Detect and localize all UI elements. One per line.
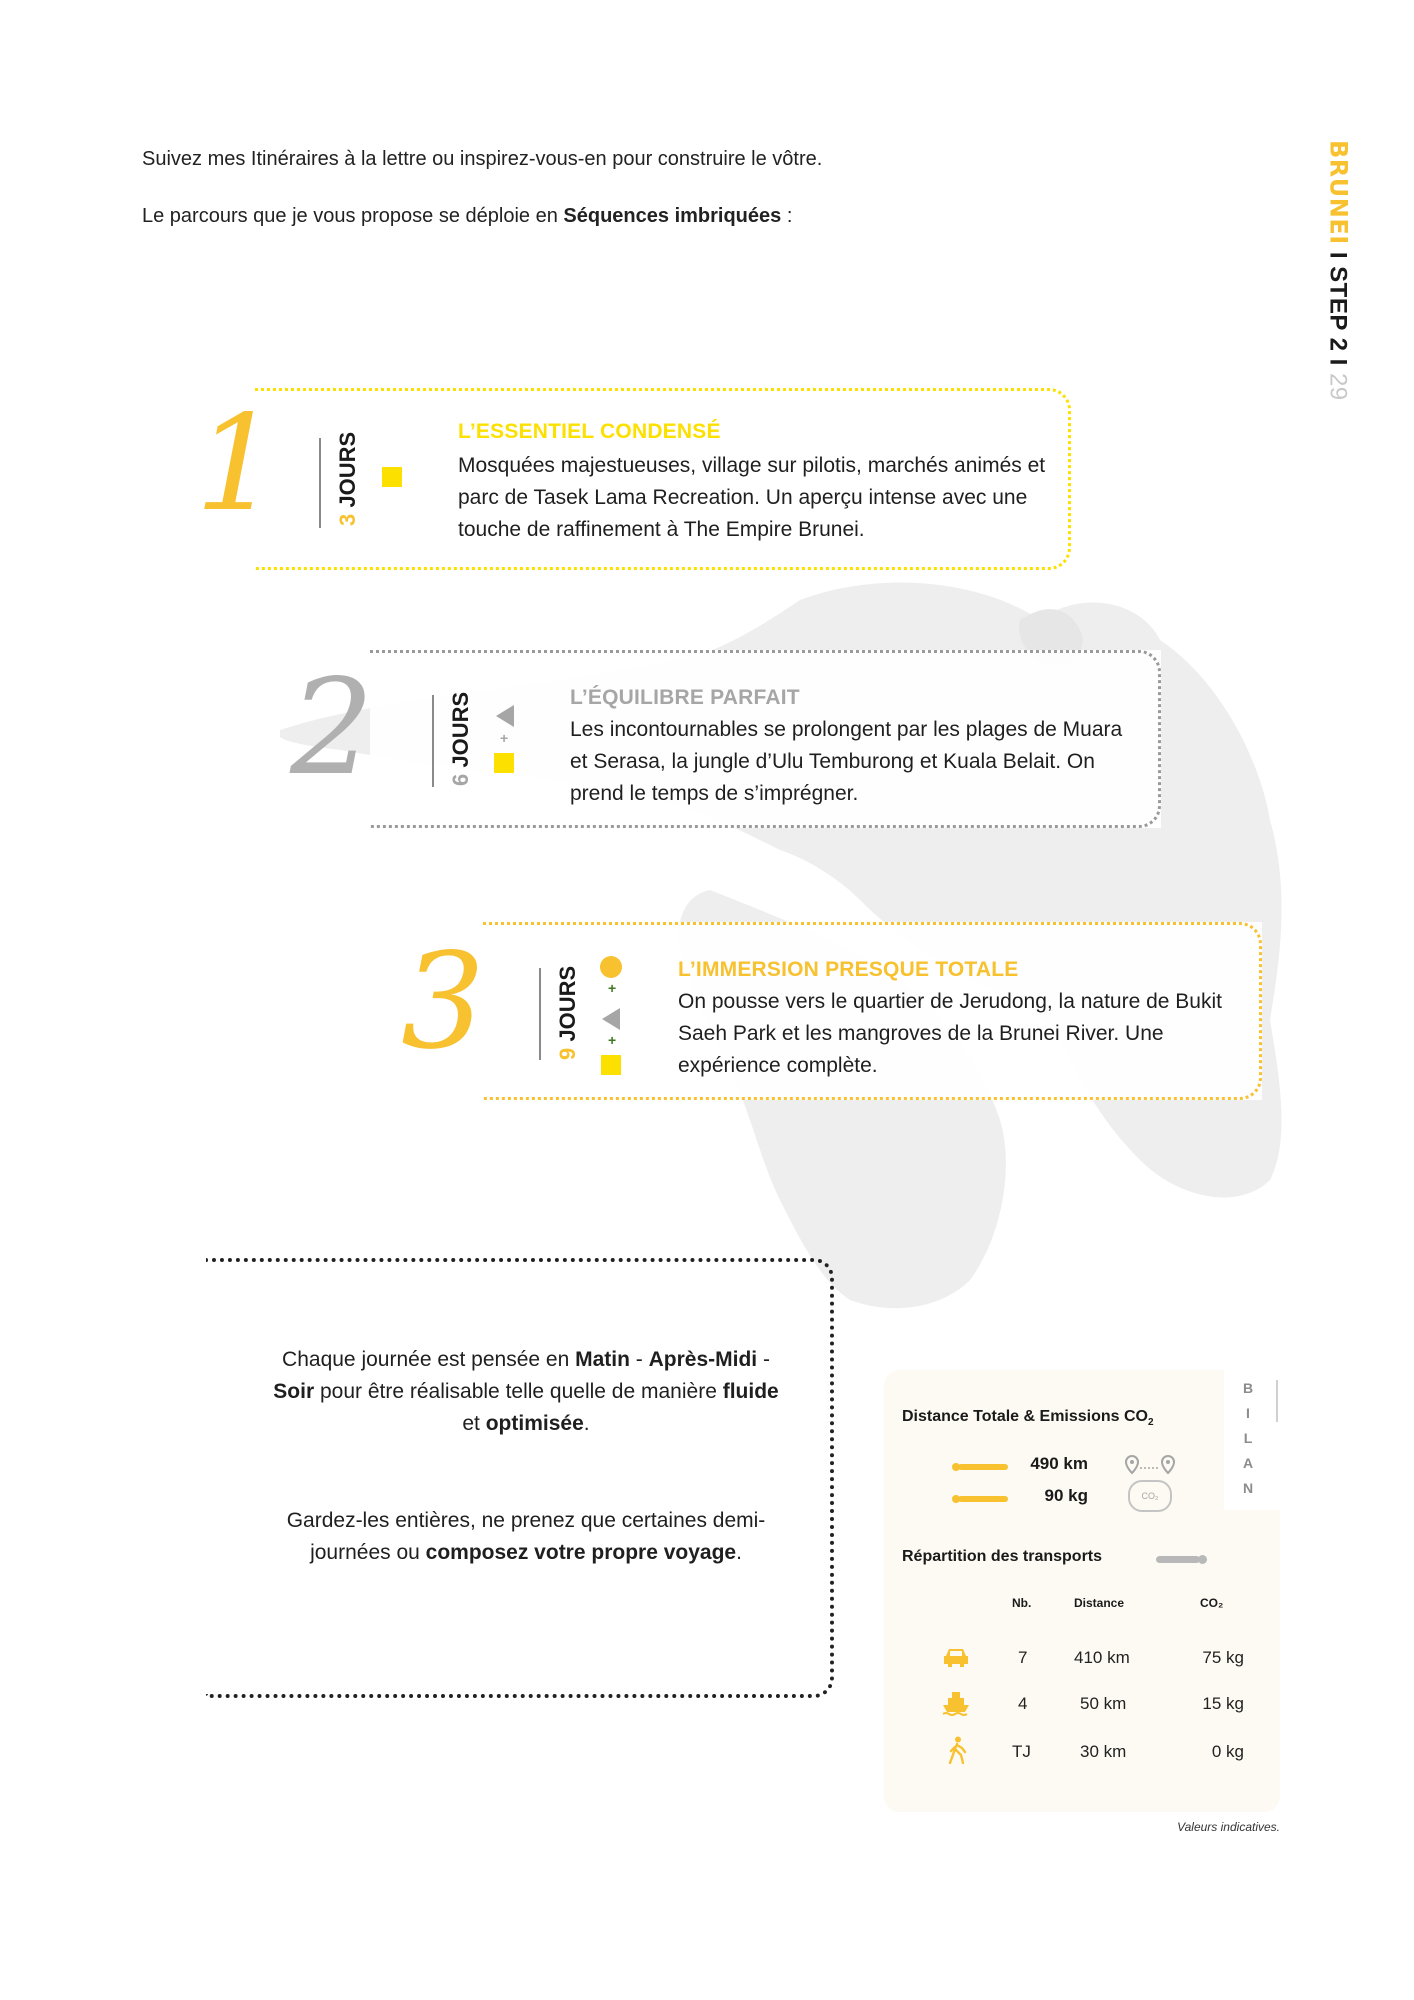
intro-line-2-prefix: Le parcours que je vous propose se déploie en xyxy=(142,205,564,227)
card-3-divider xyxy=(539,968,541,1060)
totals-title xyxy=(902,1408,1154,1428)
square-icon xyxy=(494,753,514,773)
side-step: I STEP 2 I xyxy=(1324,244,1352,373)
col-header-nb: Nb. xyxy=(1012,1596,1032,1610)
row-3-co2: 0 kg xyxy=(1211,1742,1244,1761)
car-icon xyxy=(942,1646,970,1668)
info-segment: Gardez-les entières, ne prenez que certaines demi-journées ou xyxy=(286,1509,766,1564)
bilan-letter: L xyxy=(1243,1430,1253,1446)
co2-bar-dot xyxy=(952,1495,960,1503)
totals-title-sub: 2 xyxy=(1148,1417,1154,1429)
side-header xyxy=(1318,140,1358,401)
side-brand: BRUNEI xyxy=(1324,140,1353,245)
info-segment: Après-Midi xyxy=(648,1348,758,1371)
daily-structure-box xyxy=(206,1258,834,1698)
bilan-letter: A xyxy=(1242,1455,1254,1471)
sequence-title-1: L’ESSENTIEL CONDENSÉ xyxy=(458,420,721,443)
sequence-number-1: 1 xyxy=(195,387,279,541)
boat-icon xyxy=(942,1690,970,1716)
info-segment: - xyxy=(629,1348,649,1371)
row-2-distance: 50 km xyxy=(1080,1694,1127,1713)
transport-bar-icon xyxy=(1156,1556,1200,1563)
card-2-divider xyxy=(432,695,434,787)
info-segment: Matin xyxy=(575,1348,630,1371)
sequence-text-1: Mosquées majestueuses, village sur pilotis, marchés animés et parc de Tasek Lama Recreation. Un aperçu intense avec une touche de raffinement à The Empire Brunei. xyxy=(458,454,1046,541)
row-1-co2: 75 kg xyxy=(1202,1648,1244,1667)
sequence-title-2: L’ÉQUILIBRE PARFAIT xyxy=(570,686,800,709)
col-header-co2: CO₂ xyxy=(1200,1596,1224,1610)
square-icon xyxy=(382,467,402,487)
sequence-title-3: L’IMMERSION PRESQUE TOTALE xyxy=(678,958,1019,981)
info-box-border xyxy=(206,1258,834,1698)
duration-days-2: 6 xyxy=(448,773,473,786)
total-distance: 490 km xyxy=(1030,1454,1088,1473)
triangle-icon xyxy=(496,705,514,727)
info-paragraph-1 xyxy=(266,1344,786,1440)
info-segment: Chaque journée est pensée en xyxy=(282,1348,576,1371)
sequence-text-2: Les incontournables se prolongent par les plages de Muara et Serasa, la jungle d’Ulu Temburong et Kuala Belait. On prend le temps de s’imprégner. xyxy=(570,718,1123,805)
plus-icon: + xyxy=(500,730,509,746)
duration-days-3: 9 xyxy=(555,1047,580,1060)
duration-unit-3: JOURS xyxy=(555,965,580,1048)
co2-cloud-icon: CO₂ xyxy=(1128,1480,1172,1512)
duration-label-2 xyxy=(448,692,474,786)
card-1-divider xyxy=(319,438,321,528)
intro-line-2-bold: Séquences imbriquées xyxy=(563,205,782,227)
duration-unit-1: JOURS xyxy=(335,431,360,514)
intro-line-1: Suivez mes Itinéraires à la lettre ou inspirez-vous-en pour construire le vôtre. xyxy=(142,148,823,170)
info-segment: . xyxy=(583,1412,590,1435)
triangle-icon xyxy=(602,1008,620,1030)
bilan-letter: N xyxy=(1242,1480,1254,1496)
walker-icon xyxy=(946,1736,968,1764)
plus-icon: + xyxy=(608,980,617,996)
bilan-tab-letters xyxy=(1238,1376,1258,1501)
info-paragraph-2 xyxy=(266,1505,786,1569)
intro-line-2 xyxy=(142,205,792,228)
total-co2: 90 kg xyxy=(1044,1486,1088,1505)
info-segment: composez votre propre voyage xyxy=(425,1541,737,1564)
row-2-nb: 4 xyxy=(1018,1694,1028,1713)
distance-bar xyxy=(958,1464,1008,1470)
square-icon xyxy=(601,1055,621,1075)
row-2-co2: 15 kg xyxy=(1202,1694,1244,1713)
circle-icon xyxy=(600,956,622,978)
duration-label-1 xyxy=(335,432,361,526)
co2-bar xyxy=(958,1496,1008,1502)
totals-title-text: Distance Totale & Emissions CO xyxy=(902,1408,1148,1425)
row-1-distance: 410 km xyxy=(1074,1648,1130,1667)
info-segment: et xyxy=(462,1412,486,1435)
row-3-distance: 30 km xyxy=(1080,1742,1127,1761)
side-header-text xyxy=(1324,140,1353,401)
distance-bar-dot xyxy=(952,1463,960,1471)
bilan-letter: B xyxy=(1242,1380,1254,1396)
bilan-tab-line xyxy=(1276,1380,1278,1422)
sequence-text-3: On pousse vers le quartier de Jerudong, la nature de Bukit Saeh Park et les mangroves de la Brunei River. Une expérience complète. xyxy=(678,990,1222,1077)
info-segment: Soir xyxy=(273,1380,315,1403)
indicative-values-note: Valeurs indicatives. xyxy=(1177,1820,1280,1834)
route-pin-icon xyxy=(1124,1454,1176,1478)
info-segment: . xyxy=(736,1541,742,1564)
plus-icon-2: + xyxy=(608,1032,617,1048)
bilan-panel xyxy=(884,1370,1280,1812)
bilan-letter: I xyxy=(1246,1405,1250,1421)
sequence-number-2: 2 xyxy=(290,651,374,805)
row-1-nb: 7 xyxy=(1018,1648,1028,1667)
info-segment: - xyxy=(757,1348,770,1371)
col-header-distance: Distance xyxy=(1074,1596,1125,1610)
info-segment: fluide xyxy=(722,1380,779,1403)
sequence-card-2 xyxy=(290,650,1161,828)
info-segment: optimisée xyxy=(485,1412,584,1435)
duration-label-3 xyxy=(555,966,581,1060)
sequence-number-3: 3 xyxy=(401,925,485,1079)
intro-line-2-suffix: : xyxy=(781,205,793,227)
sequence-card-1 xyxy=(195,387,1071,570)
duration-unit-2: JOURS xyxy=(448,691,473,774)
duration-days-1: 3 xyxy=(335,513,360,526)
row-3-nb: TJ xyxy=(1012,1742,1031,1761)
page-number: 29 xyxy=(1324,372,1352,401)
transport-bar-dot xyxy=(1198,1555,1207,1564)
sequence-card-3 xyxy=(401,922,1262,1100)
info-segment: pour être réalisable telle quelle de manière xyxy=(314,1380,723,1403)
transport-title: Répartition des transports xyxy=(902,1548,1103,1565)
